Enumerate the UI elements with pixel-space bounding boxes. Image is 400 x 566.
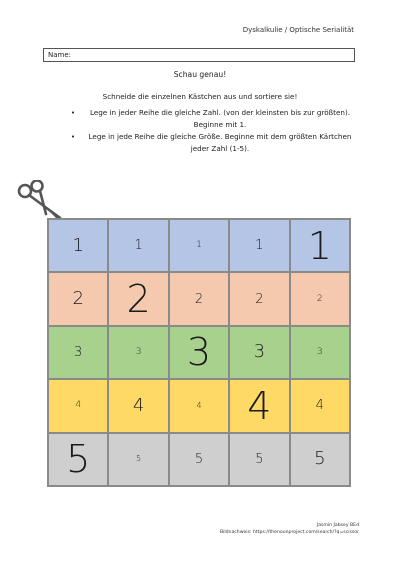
bullet-dot-icon: • [70, 132, 76, 141]
number-card[interactable]: 2 [229, 272, 289, 325]
author-credit: Jasmin Jabsey BEd [316, 523, 359, 528]
number-card[interactable]: 3 [108, 326, 168, 379]
number-card-grid [47, 218, 351, 487]
number-card[interactable]: 2 [169, 272, 229, 325]
name-label: Name: [48, 51, 72, 59]
instruction-bullet: • Lege in jede Reihe die gleiche Größe. Beginne mit dem größten Kärtchen jeder Zahl (1-5). [68, 131, 358, 155]
scissors-icon [16, 180, 64, 220]
instruction-subtitle: Schneide die einzelnen Kästchen aus und sortiere sie! [102, 92, 298, 101]
number-card[interactable]: 1 [169, 219, 229, 272]
number-card[interactable]: 5 [290, 433, 350, 486]
number-card[interactable]: 1 [229, 219, 289, 272]
number-card[interactable]: 2 [48, 272, 108, 325]
number-card[interactable]: 3 [290, 326, 350, 379]
number-card[interactable]: 3 [48, 326, 108, 379]
number-card[interactable]: 4 [48, 379, 108, 432]
instruction-bullets [68, 107, 358, 155]
number-card[interactable]: 4 [169, 379, 229, 432]
instruction-title: Schau genau! [173, 70, 227, 79]
number-card[interactable]: 1 [48, 219, 108, 272]
number-card[interactable]: 2 [290, 272, 350, 325]
number-card[interactable]: 1 [108, 219, 168, 272]
number-card[interactable]: 4 [290, 379, 350, 432]
worksheet-subject: Dyskalkulie / Optische Serialität [242, 26, 354, 34]
instruction-bullet: • Lege in jeder Reihe die gleiche Zahl. (von der kleinsten bis zur größten). Beginne mit 1. [68, 107, 358, 131]
footer [220, 522, 359, 536]
number-card[interactable]: 2 [108, 272, 168, 325]
image-credit: Bildnachweis: https://thenounproject.com/search/?q=scissor [219, 530, 359, 535]
number-card[interactable]: 5 [48, 433, 108, 486]
name-field[interactable] [43, 48, 355, 62]
number-card[interactable]: 5 [229, 433, 289, 486]
number-card[interactable]: 5 [169, 433, 229, 486]
number-card[interactable]: 3 [169, 326, 229, 379]
number-card[interactable]: 3 [229, 326, 289, 379]
number-card[interactable]: 4 [108, 379, 168, 432]
number-card[interactable]: 4 [229, 379, 289, 432]
bullet-dot-icon: • [70, 108, 76, 117]
number-card[interactable]: 1 [290, 219, 350, 272]
number-card[interactable]: 5 [108, 433, 168, 486]
